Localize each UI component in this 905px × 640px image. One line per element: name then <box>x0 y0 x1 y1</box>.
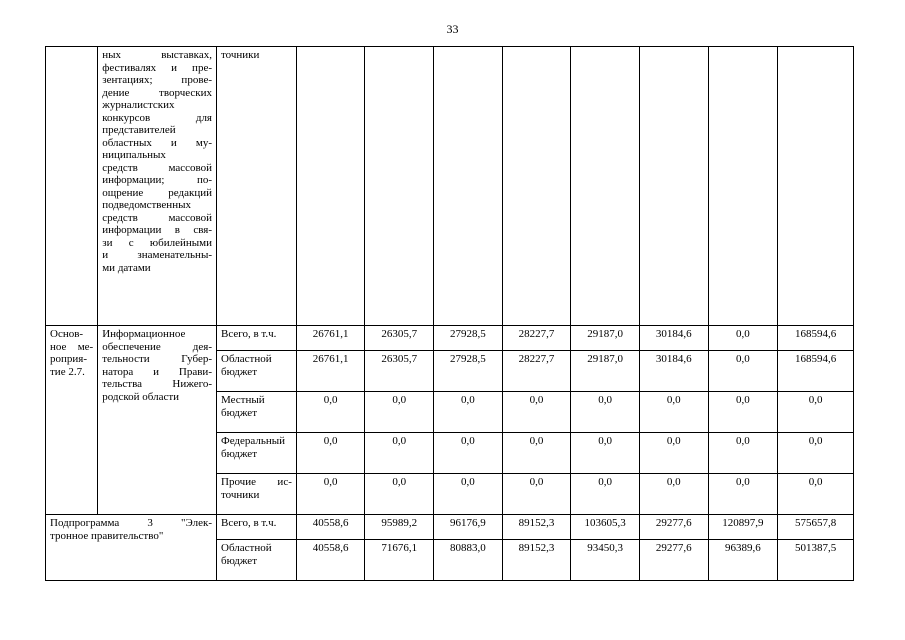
subprogram-title-line: Подпрограмма 3 "Элек- <box>50 517 212 529</box>
value-cell: 71676,1 <box>365 540 434 581</box>
value-cell <box>708 47 778 326</box>
value-cell: 26761,1 <box>296 326 365 351</box>
value-cell: 0,0 <box>296 433 365 474</box>
value-cell <box>571 47 640 326</box>
value-cell: 29277,6 <box>639 515 708 540</box>
source-line: точники <box>221 488 260 501</box>
value-cell: 0,0 <box>502 433 571 474</box>
description-line: представителей <box>102 124 176 136</box>
value-cell: 0,0 <box>365 474 434 515</box>
value-cell: 26305,7 <box>365 351 434 392</box>
value-cell: 0,0 <box>365 392 434 433</box>
description-line: зи с юбилейными <box>102 236 212 249</box>
value-cell: 26761,1 <box>296 351 365 392</box>
code-line: роприя- <box>50 353 87 365</box>
source-cell <box>217 433 297 474</box>
value-cell: 40558,6 <box>296 540 365 581</box>
source-line: бюджет <box>221 365 257 378</box>
value-cell: 27928,5 <box>434 326 503 351</box>
value-cell: 80883,0 <box>434 540 503 581</box>
description-line: ощрение редакций <box>102 186 212 199</box>
code-line: Основ- <box>50 328 84 340</box>
description-line: ниципальных <box>102 149 166 161</box>
value-cell: 29277,6 <box>639 540 708 581</box>
value-cell: 0,0 <box>502 474 571 515</box>
value-cell: 0,0 <box>434 392 503 433</box>
description-line: средств массовой <box>102 161 212 174</box>
table-row <box>46 326 854 351</box>
value-cell <box>778 47 854 326</box>
value-cell <box>434 47 503 326</box>
value-cell: 0,0 <box>571 433 640 474</box>
code-line: тие 2.7. <box>50 365 85 378</box>
value-cell: 0,0 <box>778 433 854 474</box>
source-cell <box>217 351 297 392</box>
value-cell: 0,0 <box>502 392 571 433</box>
value-cell: 0,0 <box>571 474 640 515</box>
description-line: информации; по- <box>102 174 212 186</box>
source-cell <box>217 540 297 581</box>
source-cell: точники <box>217 47 297 326</box>
value-cell: 28227,7 <box>502 326 571 351</box>
source-cell <box>217 515 297 540</box>
value-cell <box>365 47 434 326</box>
value-cell: 93450,3 <box>571 540 640 581</box>
source-cell <box>217 392 297 433</box>
value-cell: 26305,7 <box>365 326 434 351</box>
subprogram-title-line: тронное правительство" <box>50 529 164 542</box>
value-cell: 0,0 <box>296 474 365 515</box>
name-line: тельности Губер- <box>102 353 212 365</box>
description-line: подведомственных <box>102 199 191 211</box>
value-cell: 0,0 <box>296 392 365 433</box>
name-line: родской области <box>102 390 180 403</box>
value-cell <box>639 47 708 326</box>
value-cell: 168594,6 <box>778 326 854 351</box>
value-cell: 89152,3 <box>502 540 571 581</box>
page-number: 33 <box>446 22 459 36</box>
value-cell: 30184,6 <box>639 351 708 392</box>
description-line: фестивалях и пре- <box>102 61 212 74</box>
source-line: бюджет <box>221 447 257 460</box>
value-cell: 89152,3 <box>502 515 571 540</box>
description-line: областных и му- <box>102 136 212 149</box>
budget-table <box>45 46 854 581</box>
value-cell: 0,0 <box>639 392 708 433</box>
source-line: бюджет <box>221 554 257 567</box>
source-line: Всего, в т.ч. <box>221 328 277 340</box>
activity-code-cell <box>46 326 98 515</box>
description-line: ных выставках, <box>102 49 212 61</box>
value-cell: 0,0 <box>365 433 434 474</box>
description-line: и знаменательны- <box>102 249 212 261</box>
description-line: ми датами <box>102 261 151 274</box>
value-cell: 0,0 <box>708 351 778 392</box>
name-line: тельства Нижего- <box>102 378 212 390</box>
value-cell: 120897,9 <box>708 515 778 540</box>
source-line: Областной <box>221 353 272 365</box>
value-cell: 96389,6 <box>708 540 778 581</box>
value-cell: 0,0 <box>708 326 778 351</box>
value-cell: 29187,0 <box>571 326 640 351</box>
value-cell: 501387,5 <box>778 540 854 581</box>
value-cell: 95989,2 <box>365 515 434 540</box>
source-line: Областной <box>221 542 272 554</box>
value-cell: 40558,6 <box>296 515 365 540</box>
source-line: Всего, в т.ч. <box>221 517 277 529</box>
value-cell: 0,0 <box>778 474 854 515</box>
value-cell: 575657,8 <box>778 515 854 540</box>
subprogram-title-cell <box>46 515 217 581</box>
value-cell: 0,0 <box>708 433 778 474</box>
source-line: Местный <box>221 394 265 406</box>
activity-description-cell <box>98 47 217 326</box>
value-cell: 30184,6 <box>639 326 708 351</box>
value-cell: 0,0 <box>434 433 503 474</box>
value-cell: 0,0 <box>639 433 708 474</box>
name-line: обеспечение дея- <box>102 340 212 353</box>
description-line: конкурсов для <box>102 111 212 124</box>
value-cell <box>296 47 365 326</box>
source-cell <box>217 326 297 351</box>
value-cell: 29187,0 <box>571 351 640 392</box>
value-cell: 0,0 <box>434 474 503 515</box>
source-cell <box>217 474 297 515</box>
empty-code-cell <box>46 47 98 326</box>
value-cell: 27928,5 <box>434 351 503 392</box>
source-line: Прочие ис- <box>221 476 292 488</box>
value-cell: 103605,3 <box>571 515 640 540</box>
continuation-row <box>46 47 854 326</box>
value-cell: 0,0 <box>708 392 778 433</box>
value-cell: 0,0 <box>639 474 708 515</box>
value-cell: 0,0 <box>708 474 778 515</box>
value-cell <box>502 47 571 326</box>
description-line: зентациях; прове- <box>102 74 212 86</box>
name-line: натора и Прави- <box>102 365 212 378</box>
source-line: бюджет <box>221 406 257 419</box>
table-row <box>46 515 854 540</box>
description-line: средств массовой <box>102 211 212 224</box>
value-cell: 168594,6 <box>778 351 854 392</box>
description-line: информации в свя- <box>102 224 212 236</box>
code-line: ное ме- <box>50 340 94 353</box>
name-line: Информационное <box>102 328 186 340</box>
source-line: Федеральный <box>221 435 286 447</box>
description-line: журналистских <box>102 99 175 111</box>
value-cell: 96176,9 <box>434 515 503 540</box>
activity-name-cell <box>98 326 217 515</box>
value-cell: 0,0 <box>778 392 854 433</box>
description-line: дение творческих <box>102 86 212 99</box>
value-cell: 0,0 <box>571 392 640 433</box>
value-cell: 28227,7 <box>502 351 571 392</box>
